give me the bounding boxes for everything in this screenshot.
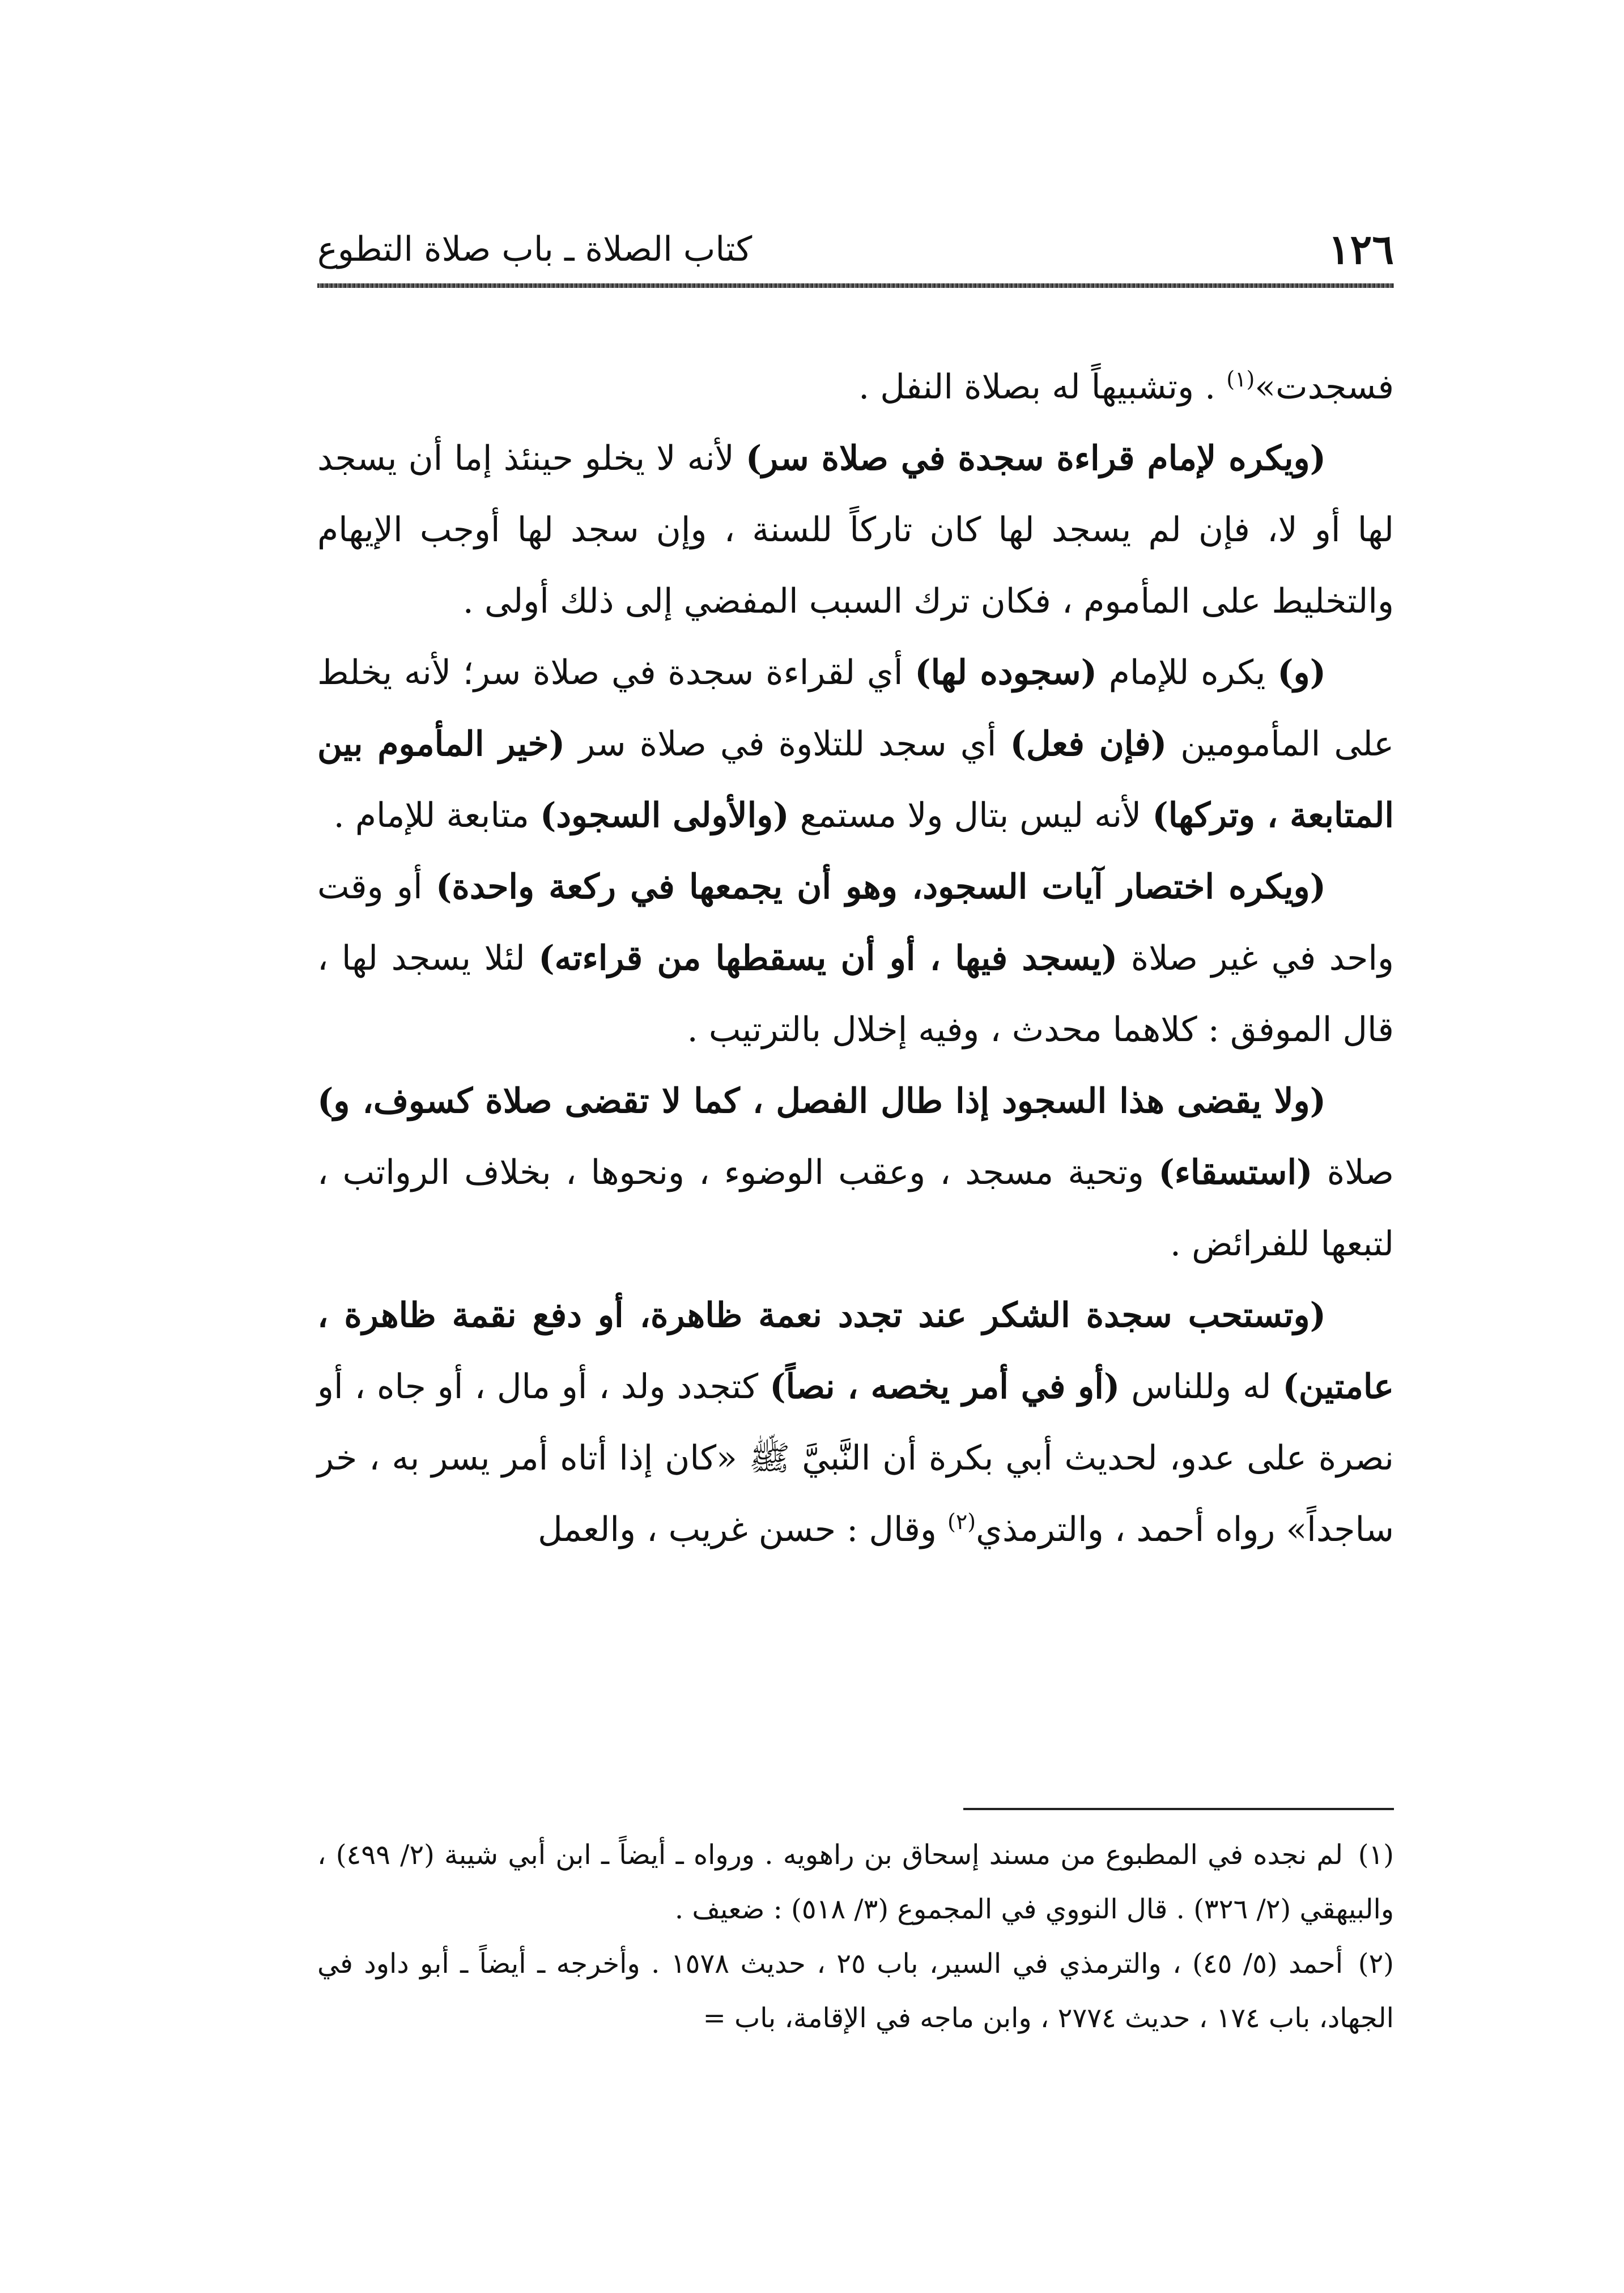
sharh-text: متابعة للإمام . — [333, 796, 540, 835]
footnote-text: أحمد (٥/ ٤٥) ، والترمذي في السير، باب ٢٥ ، حديث ١٥٧٨ . وأخرجه ـ أيضاً ـ أبو داود في الجهاد، باب ١٧٤ ، حديث ٢٧٧٤ ، وابن ماجه في الإقامة، باب = — [317, 1948, 1394, 2034]
paragraph-6 — [317, 1280, 1394, 1565]
header-divider — [317, 283, 1394, 288]
matn-text: (سجوده لها) — [915, 653, 1097, 693]
sharh-text: وتحية مسجد ، وعقب الوضوء ، ونحوها ، بخلاف الرواتب ، لتبعها للفرائض . — [317, 1153, 1394, 1264]
sharh-text: كتجدد ولد ، أو مال ، أو جاه ، أو نصرة على عدو، لحديث أبي بكرة أن النَّبيَّ ﷺ «كان إذا أتاه أمر يسر به ، خر ساجداً» رواه أحمد ، والترمذي — [317, 1367, 1394, 1549]
footnote-text: لم نجده في المطبوع من مسند إسحاق بن راهويه . ورواه ـ أيضاً ـ ابن أبي شيبة (٢/ ٤٩٩) ، والبيهقي (٢/ ٣٢٦) . قال النووي في المجموع (٣/ ٥١٨) : ضعيف . — [317, 1839, 1394, 1925]
footnote-ref-1[interactable]: (١) — [1226, 367, 1255, 392]
matn-text: (خير المأموم بين المتابعة ، وتركها) — [317, 724, 1394, 835]
matn-text: (ويكره لإمام قراءة سجدة في صلاة سر) — [745, 439, 1326, 478]
sharh-text: له وللناس — [1120, 1367, 1283, 1407]
page-number: ١٢٦ — [1328, 225, 1394, 273]
matn-text: (فإن فعل) — [1010, 724, 1167, 764]
sharh-text: لأنه ليس بتال ولا مستمع — [789, 796, 1153, 835]
matn-text: (والأولى السجود) — [539, 796, 789, 835]
sharh-text: لئلا يسجد لها ، قال الموفق : كلاهما محدث ، وفيه إخلال بالترتيب . — [317, 939, 1394, 1050]
running-title: كتاب الصلاة ـ باب صلاة التطوع — [317, 230, 753, 269]
matn-text: (و) — [1277, 653, 1326, 693]
text-span: فسجدت» — [1255, 367, 1394, 407]
sharh-text: أو وقت واحد في غير صلاة — [317, 867, 1394, 978]
footnotes — [317, 1828, 1394, 2045]
matn-text: (ويكره اختصار آيات السجود، وهو أن يجمعها في ركعة واحدة) — [436, 867, 1326, 907]
paragraph-1 — [317, 351, 1394, 423]
paragraph-4 — [317, 851, 1394, 1065]
footnote-2 — [317, 1937, 1394, 2045]
matn-text: (ولا يقضى هذا السجود إذا طال الفصل ، كما لا تقضى صلاة كسوف، و) — [317, 1081, 1326, 1121]
footnote-number: (١) — [1358, 1839, 1394, 1871]
sharh-text: يكره للإمام — [1096, 653, 1278, 693]
sharh-text: وقال : حسن غريب ، والعمل — [538, 1510, 948, 1549]
footnote-number: (٢) — [1358, 1948, 1395, 1980]
sharh-text: أي سجد للتلاوة في صلاة سر — [565, 724, 1010, 764]
footnote-divider — [963, 1808, 1394, 1810]
matn-text: (وتستحب سجدة الشكر عند تجدد نعمة ظاهرة، أو دفع نقمة ظاهرة ، عامتين) — [317, 1296, 1395, 1407]
paragraph-2 — [317, 423, 1394, 637]
text-span: . وتشبيهاً له بصلاة النفل . — [858, 367, 1227, 407]
matn-text: (أو في أمر يخصه ، نصاً) — [770, 1367, 1120, 1407]
sharh-text: أي لقراءة سجدة في صلاة سر؛ لأنه يخلط على المأمومين — [317, 653, 1394, 764]
paragraph-5 — [317, 1065, 1394, 1280]
footnote-1 — [317, 1828, 1394, 1937]
matn-text: (استسقاء) — [1158, 1153, 1313, 1192]
matn-text: (يسجد فيها ، أو أن يسقطها من قراءته) — [538, 939, 1118, 978]
paragraph-3 — [317, 637, 1394, 851]
page-header — [317, 224, 1394, 275]
sharh-text: صلاة — [1312, 1153, 1394, 1192]
main-text — [317, 351, 1394, 1565]
footnote-ref-2[interactable]: (٢) — [947, 1509, 976, 1534]
sharh-text: لأنه لا يخلو حينئذ إما أن يسجد لها أو لا، فإن لم يسجد لها كان تاركاً للسنة ، وإن سجد لها أوجب الإيهام والتخليط على المأموم ، فكان ترك السبب المفضي إلى ذلك أولى . — [317, 439, 1394, 621]
